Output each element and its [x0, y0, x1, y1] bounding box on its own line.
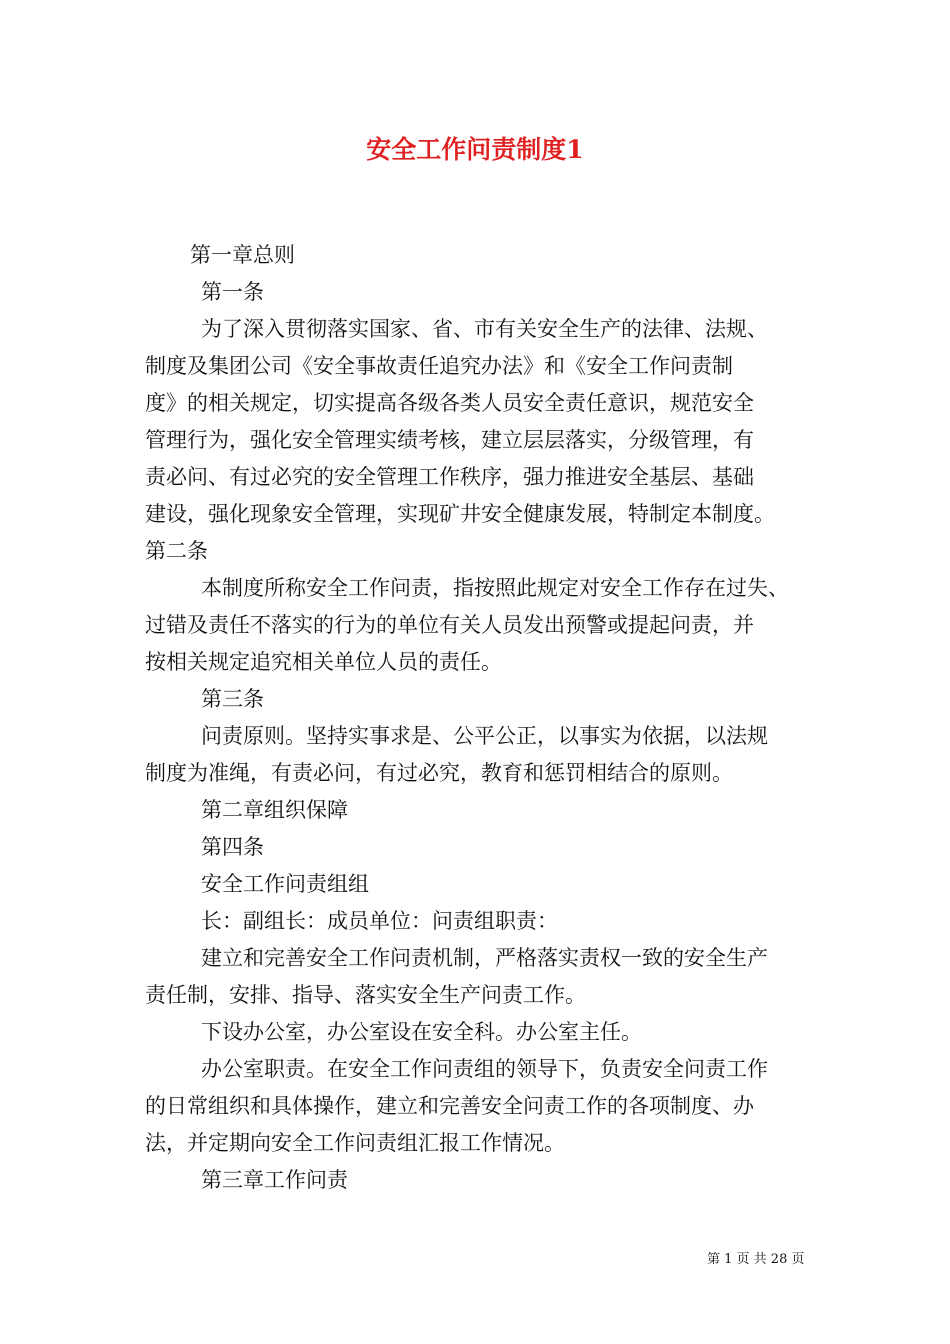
paragraph-line: 责必问、有过必究的安全管理工作秩序，强力推进安全基层、基础	[145, 465, 754, 489]
paragraph-line: 度》的相关规定，切实提高各级各类人员安全责任意识，规范安全	[145, 391, 754, 415]
article-heading: 第三条	[201, 687, 264, 711]
paragraph-line: 建立和完善安全工作问责机制，严格落实责权一致的安全生产	[201, 946, 768, 970]
paragraph-line: 的日常组织和具体操作，建立和完善安全问责工作的各项制度、办	[145, 1094, 754, 1118]
paragraph-line: 办公室职责。在安全工作问责组的领导下，负责安全问责工作	[201, 1057, 768, 1081]
paragraph-line: 建设，强化现象安全管理，实现矿井安全健康发展，特制定本制度。	[145, 502, 775, 526]
paragraph-line: 长：副组长：成员单位：问责组职责：	[201, 909, 558, 933]
paragraph-line: 法，并定期向安全工作问责组汇报工作情况。	[145, 1131, 565, 1155]
paragraph-line: 管理行为，强化安全管理实绩考核，建立层层落实，分级管理，有	[145, 428, 754, 452]
article-heading: 第四条	[201, 835, 264, 859]
document-title: 安全工作问责制度1	[366, 135, 584, 164]
paragraph-line: 过错及责任不落实的行为的单位有关人员发出预警或提起问责，并	[145, 613, 754, 637]
paragraph-line: 制度为准绳，有责必问，有过必究，教育和惩罚相结合的原则。	[145, 761, 733, 785]
article-heading: 第一条	[201, 280, 264, 304]
paragraph-line: 本制度所称安全工作问责，指按照此规定对安全工作存在过失、	[201, 576, 789, 600]
paragraph-line: 问责原则。坚持实事求是、公平公正，以事实为依据，以法规	[201, 724, 768, 748]
paragraph-line: 下设办公室，办公室设在安全科。办公室主任。	[201, 1020, 642, 1044]
paragraph-line: 制度及集团公司《安全事故责任追究办法》和《安全工作问责制	[145, 354, 733, 378]
chapter-heading: 第三章工作问责	[201, 1168, 348, 1192]
chapter-heading: 第一章总则	[190, 243, 295, 267]
page-number-footer: 第 1 页 共 28 页	[707, 1252, 805, 1267]
paragraph-line: 为了深入贯彻落实国家、省、市有关安全生产的法律、法规、	[201, 317, 768, 341]
paragraph-line: 按相关规定追究相关单位人员的责任。	[145, 650, 502, 674]
chapter-heading: 第二章组织保障	[201, 798, 348, 822]
article-heading: 第二条	[145, 539, 208, 563]
paragraph-line: 责任制，安排、指导、落实安全生产问责工作。	[145, 983, 586, 1007]
paragraph-line: 安全工作问责组组	[201, 872, 369, 896]
